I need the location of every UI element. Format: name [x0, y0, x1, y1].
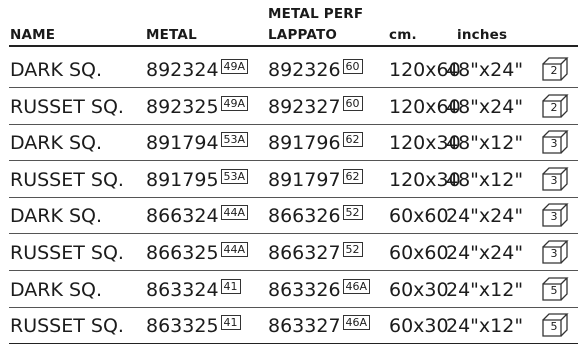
- row-name: DARK SQ.: [10, 278, 103, 301]
- table-row: [0, 272, 580, 308]
- pack-quantity: 5: [550, 320, 558, 334]
- header-name: NAME: [10, 27, 56, 43]
- header-metal-perf: [268, 7, 363, 43]
- row-size-cm: 60x60: [389, 242, 449, 264]
- table-row: [0, 89, 580, 125]
- row-metal-code: 891795 53A: [146, 168, 248, 192]
- row-name: RUSSET SQ.: [10, 242, 124, 264]
- row-size-inches: 24"x24": [446, 242, 524, 264]
- row-divider: [9, 343, 578, 344]
- row-name: DARK SQ.: [10, 205, 103, 228]
- perf-ref-badge: 52: [343, 205, 363, 220]
- header-metal-perf-line2: LAPPATO: [268, 27, 338, 43]
- row-size-cm: 120x60: [389, 95, 461, 118]
- metal-ref-badge: 44A: [221, 242, 249, 257]
- row-size-inches: 24"x12": [446, 278, 524, 301]
- row-metal-code: 863324 41: [146, 278, 241, 302]
- metal-ref-badge: 49A: [221, 96, 249, 111]
- row-perf-code: 891796 62: [268, 131, 363, 155]
- metal-ref-badge: 53A: [221, 169, 249, 184]
- box-icon: [540, 276, 570, 302]
- pack-quantity: 2: [550, 100, 558, 114]
- pack-quantity: 3: [550, 137, 558, 151]
- pack-quantity: 5: [550, 283, 558, 297]
- table-row: [0, 125, 580, 161]
- box-icon: [540, 56, 570, 82]
- row-perf-code: 863327 46A: [268, 314, 370, 338]
- row-name: RUSSET SQ.: [10, 95, 124, 118]
- box-icon: [540, 93, 570, 119]
- row-metal-code: 863325 41: [146, 314, 241, 338]
- box-icon: [540, 166, 570, 192]
- perf-ref-badge: 52: [343, 242, 363, 257]
- perf-ref-badge: 60: [343, 96, 363, 111]
- pack-quantity: 2: [550, 64, 558, 77]
- pack-quantity: 3: [550, 247, 558, 260]
- table-row: [0, 162, 580, 198]
- row-name: RUSSET SQ.: [10, 315, 124, 338]
- row-name: RUSSET SQ.: [10, 168, 124, 191]
- row-size-inches: 48"x12": [446, 168, 524, 191]
- pack-quantity: 3: [550, 173, 558, 187]
- perf-ref-badge: 62: [343, 132, 363, 147]
- row-metal-code: 891794 53A: [146, 131, 248, 155]
- row-size-inches: 24"x12": [446, 315, 524, 338]
- header-rule: [9, 45, 578, 47]
- row-size-cm: 60x30: [389, 315, 449, 338]
- table-row: [0, 235, 580, 271]
- box-icon: [540, 239, 570, 265]
- box-icon: [540, 129, 570, 155]
- header-inches: inches: [457, 27, 508, 43]
- row-metal-code: 892324 49A: [146, 58, 248, 82]
- row-perf-code: 892327 60: [268, 95, 363, 119]
- perf-ref-badge: 62: [343, 169, 363, 184]
- row-metal-code: 892325 49A: [146, 95, 248, 119]
- perf-ref-badge: 46A: [343, 279, 371, 294]
- metal-ref-badge: 53A: [221, 132, 249, 147]
- row-size-inches: 24"x24": [446, 205, 524, 228]
- table-row: [0, 198, 580, 234]
- table-row: [0, 52, 580, 88]
- row-size-cm: 60x30: [389, 278, 449, 301]
- row-size-cm: 60x60: [389, 205, 449, 228]
- row-size-cm: 120x60: [389, 59, 461, 81]
- box-icon: [540, 202, 570, 228]
- row-metal-code: 866325 44A: [146, 241, 248, 265]
- row-metal-code: 866324 44A: [146, 204, 248, 228]
- metal-ref-badge: 44A: [221, 205, 249, 220]
- row-name: DARK SQ.: [10, 132, 103, 155]
- row-perf-code: 863326 46A: [268, 278, 370, 302]
- row-size-cm: 120x30: [389, 132, 461, 155]
- row-perf-code: 892326 60: [268, 58, 363, 82]
- row-size-inches: 48"x12": [446, 132, 524, 155]
- box-icon: [540, 312, 570, 338]
- perf-ref-badge: 46A: [343, 315, 371, 330]
- header-metal-perf-line1: METAL PERF: [268, 6, 364, 22]
- row-size-cm: 120x30: [389, 168, 461, 191]
- metal-ref-badge: 41: [221, 279, 241, 294]
- metal-ref-badge: 49A: [221, 59, 249, 74]
- row-perf-code: 891797 62: [268, 168, 363, 192]
- metal-ref-badge: 41: [221, 315, 241, 330]
- table-row: [0, 308, 580, 344]
- header-metal: METAL: [146, 27, 197, 43]
- perf-ref-badge: 60: [343, 59, 363, 74]
- header-cm: cm.: [389, 27, 417, 43]
- row-size-inches: 48"x24": [446, 95, 524, 118]
- row-name: DARK SQ.: [10, 59, 103, 81]
- row-size-inches: 48"x24": [446, 59, 524, 81]
- row-perf-code: 866326 52: [268, 204, 363, 228]
- pack-quantity: 3: [550, 210, 558, 224]
- row-perf-code: 866327 52: [268, 241, 363, 265]
